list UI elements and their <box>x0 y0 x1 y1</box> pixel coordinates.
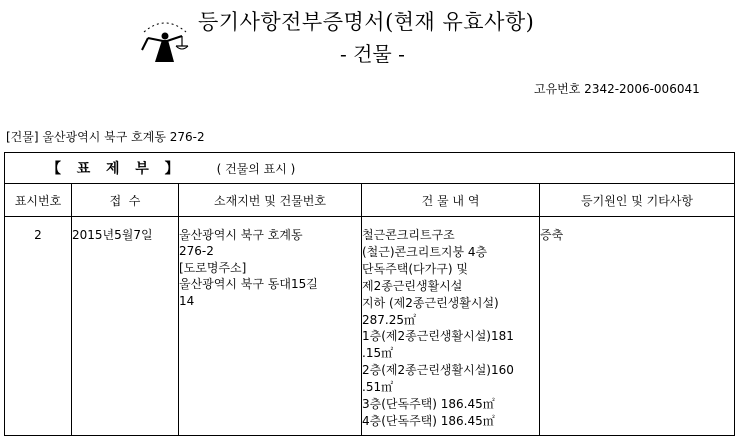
column-header-row <box>5 184 735 217</box>
building-line: 4층(단독주택) 186.45㎡ <box>362 413 495 428</box>
address-line: 14 <box>179 293 195 308</box>
building-line: .51㎡ <box>362 380 394 395</box>
registration-cause: 증축 <box>540 217 735 436</box>
column-header: 접 수 <box>72 184 179 217</box>
section-title: 【 표 제 부 】 <box>47 161 181 177</box>
section-header <box>5 153 735 184</box>
building-details-cell <box>362 217 540 436</box>
building-line: 제2종근린생활시설 <box>362 278 463 293</box>
address-line: [도로명주소] <box>179 260 247 275</box>
address-line: 울산광역시 북구 호계동 <box>179 228 303 242</box>
building-line: .15㎡ <box>362 346 394 361</box>
table-row <box>5 217 735 436</box>
unique-number: 고유번호 2342-2006-006041 <box>534 82 700 96</box>
building-line: 2층(제2종근린생활시설)160 <box>362 363 514 378</box>
register-table <box>4 152 735 436</box>
document-title: 등기사항전부증명서(현재 유효사항) <box>198 10 535 34</box>
building-line: 3층(단독주택) 186.45㎡ <box>362 397 495 412</box>
column-header: 건 물 내 역 <box>362 184 540 217</box>
address-line: 276-2 <box>179 244 214 259</box>
building-line: 287.25㎡ <box>362 312 416 327</box>
property-location: [건물] 울산광역시 북구 호계동 276-2 <box>6 130 205 144</box>
building-line: 1층(제2종근린생활시설)181 <box>362 329 514 344</box>
column-header: 등기원인 및 기타사항 <box>540 184 735 217</box>
court-emblem-icon <box>136 10 194 64</box>
received-date: 2015년5월7일 <box>72 217 179 436</box>
column-header: 표시번호 <box>5 184 72 217</box>
column-header: 소재지번 및 건물번호 <box>179 184 362 217</box>
building-line: 단독주택(다가구) 및 <box>362 261 468 276</box>
address-cell <box>179 217 362 436</box>
building-line: 철근콘크리트구조 <box>362 228 455 242</box>
display-number: 2 <box>5 217 72 436</box>
address-line: 울산광역시 북구 동대15길 <box>179 277 318 292</box>
building-line: 지하 (제2종근린생활시설) <box>362 295 499 310</box>
section-subtitle: ( 건물의 표시 ) <box>216 161 296 176</box>
document-subtitle: - 건물 - <box>340 42 405 66</box>
building-line: (철근)콘크리트지붕 4층 <box>362 244 488 259</box>
